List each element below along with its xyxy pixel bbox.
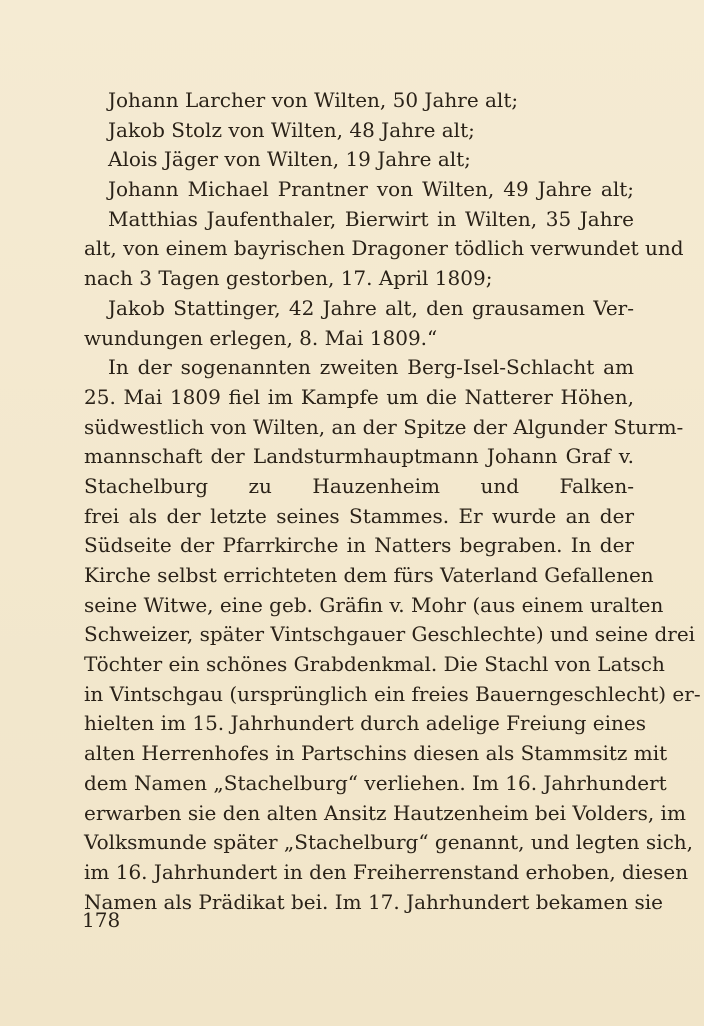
text-line: nach 3 Tagen gestorben, 17. April 1809; [84,266,493,291]
text-line: Jakob Stolz von Wilten, 48 Jahre alt; [108,117,475,142]
text-line: erwarben sie den alten Ansitz Hautzenheim bei Volders, im [84,800,686,825]
text-line: alt, von einem bayrischen Dragoner tödlich verwundet und [84,236,684,261]
text-line: südwestlich von Wilten, an der Spitze der Algunder Sturm- [84,414,684,439]
text-line: Kirche selbst errichteten dem fürs Vaterland Gefallenen [84,563,654,587]
text-line: Schweizer, später Vintschgauer Geschlechte) und seine drei [84,622,696,647]
text-line: In der sogenannten zweiten Berg-Isel-Schlacht am [108,355,634,380]
text-line: Jakob Stattinger, 42 Jahre alt, den grausamen Ver- [108,295,634,320]
text-line: dem Namen „Stachelburg“ verliehen. Im 16. Jahrhundert [84,770,667,795]
text-line: 25. Mai 1809 fiel im Kampfe um die Natterer Höhen, [84,384,634,409]
text-line: Südseite der Pfarrkirche in Natters begraben. In der [84,533,634,558]
text-line: frei als der letzte seines Stammes. Er wurde an der [84,503,634,528]
text-line: im 16. Jahrhundert in den Freiherrenstand erhoben, diesen [84,859,689,884]
text-line: in Vintschgau (ursprünglich ein freies Bauerngeschlecht) er- [84,681,701,706]
text-line: Stachelburg zu Hauzenheim und Falken- [84,473,634,498]
text-line: hielten im 15. Jahrhundert durch adelige Freiung eines [84,711,646,736]
text-line: Matthias Jaufenthaler, Bierwirt in Wilten, 35 Jahre [108,206,634,231]
body-text [84,86,701,917]
text-line: Alois Jäger von Wilten, 19 Jahre alt; [108,147,471,172]
text-line: alten Herrenhofes in Partschins diesen als Stammsitz mit [84,741,668,766]
text-line: Johann Larcher von Wilten, 50 Jahre alt; [108,88,519,112]
text-line: seine Witwe, eine geb. Gräfin v. Mohr (aus einem uralten [84,592,664,617]
text-line: Johann Michael Prantner von Wilten, 49 Jahre alt; [108,177,634,202]
text-line: Namen als Prädikat bei. Im 17. Jahrhundert bekamen sie [84,889,663,914]
text-line: Volksmunde später „Stachelburg“ genannt, und legten sich, [84,830,694,855]
page-number: 178 [82,908,121,932]
text-line: Töchter ein schönes Grabdenkmal. Die Stachl von Latsch [84,652,665,677]
text-line: wundungen erlegen, 8. Mai 1809.“ [84,325,438,350]
text-line: mannschaft der Landsturmhauptmann Johann Graf v. [84,444,634,469]
